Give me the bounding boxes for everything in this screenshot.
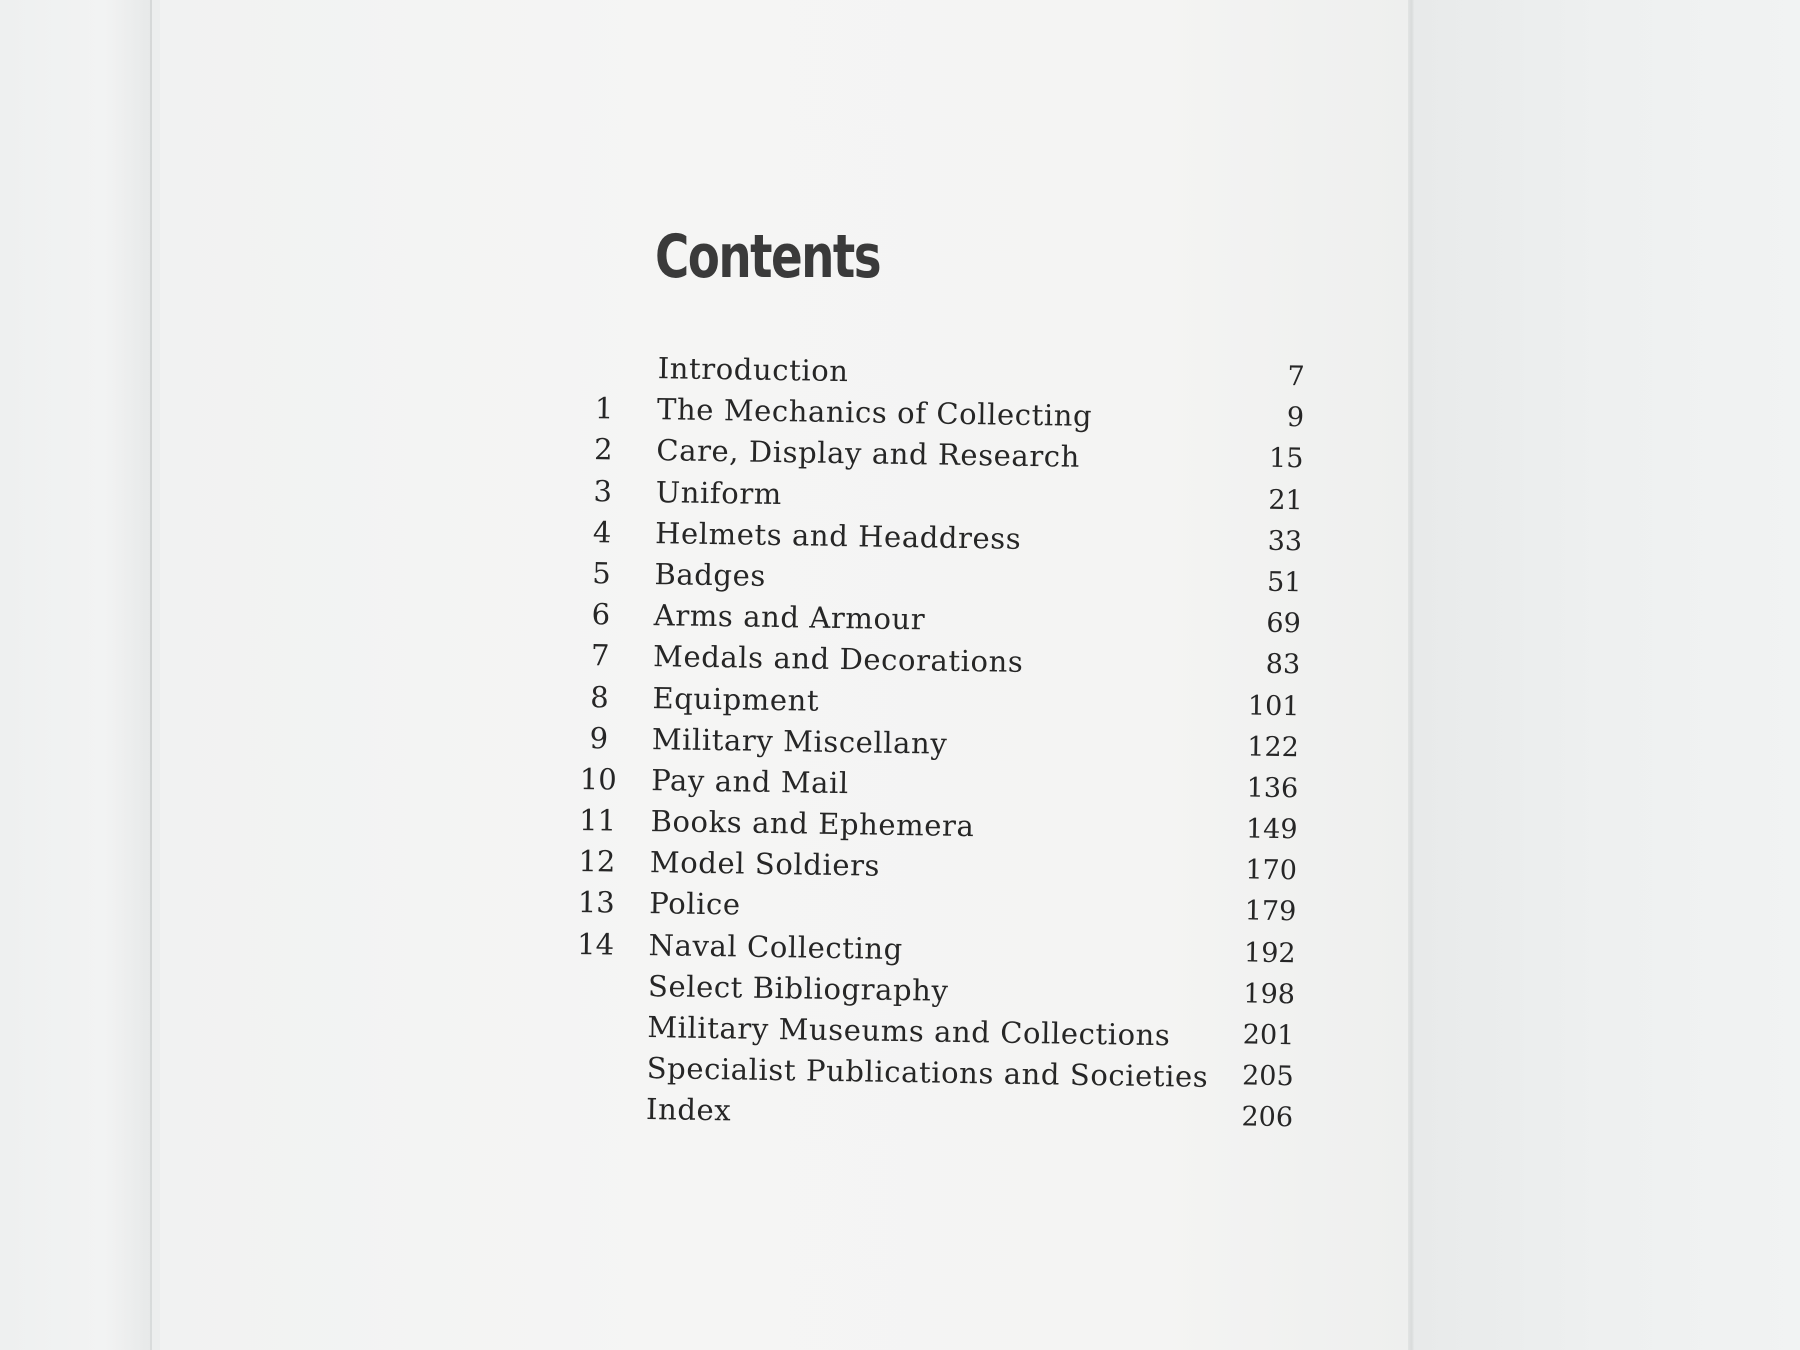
chapter-number: 14 [576, 926, 615, 962]
chapter-number: 4 [592, 514, 612, 550]
chapter-title: Equipment [652, 680, 820, 718]
page-number: 198 [1243, 978, 1296, 1011]
table-of-contents [573, 350, 1305, 1144]
chapter-number: 11 [578, 803, 617, 838]
chapter-number [574, 1050, 614, 1051]
chapter-title: The Mechanics of Collecting [656, 392, 1093, 434]
chapter-number: 13 [577, 885, 616, 920]
chapter-title: Introduction [657, 351, 849, 389]
page-number: 33 [1267, 525, 1303, 558]
chapter-title: Helmets and Headdress [654, 515, 1022, 556]
page-number: 9 [1286, 402, 1305, 434]
chapter-number: 6 [591, 597, 611, 632]
chapter-title: Naval Collecting [648, 927, 904, 966]
chapter-title: Specialist Publications and Societies [646, 1051, 1209, 1095]
chapter-number: 7 [590, 638, 610, 673]
page-number: 51 [1266, 566, 1302, 599]
page-number: 122 [1247, 731, 1300, 763]
page-number: 179 [1244, 895, 1297, 928]
chapter-number [585, 350, 625, 351]
chapter-title: Care, Display and Research [656, 433, 1081, 475]
page-number: 136 [1246, 772, 1299, 805]
page-number: 69 [1266, 607, 1302, 640]
chapter-number: 12 [578, 844, 616, 879]
chapter-title: Pay and Mail [650, 762, 850, 801]
gutter-line [150, 0, 152, 1350]
left-page [0, 0, 150, 1350]
chapter-title: Index [645, 1092, 732, 1128]
chapter-number: 9 [589, 720, 609, 756]
chapter-title: Arms and Armour [653, 598, 926, 637]
chapter-number: 1 [594, 391, 614, 426]
page-number: 192 [1243, 937, 1296, 969]
page-number: 149 [1245, 813, 1298, 846]
page-number: 21 [1268, 484, 1303, 516]
background-surface [1414, 0, 1800, 1350]
chapter-title: Badges [654, 557, 767, 593]
chapter-number: 8 [590, 679, 610, 714]
page-number: 170 [1245, 854, 1298, 887]
chapter-title: Uniform [655, 474, 783, 511]
chapter-number [573, 1091, 613, 1092]
page-number: 205 [1241, 1060, 1294, 1093]
page-number: 83 [1265, 649, 1301, 681]
chapter-number: 3 [593, 473, 613, 509]
chapter-title: Military Miscellany [651, 721, 948, 761]
page-title: Contents [655, 222, 880, 292]
chapter-title: Model Soldiers [649, 845, 881, 883]
chapter-number: 10 [579, 761, 617, 797]
chapter-title: Books and Ephemera [650, 804, 975, 844]
page-number: 15 [1268, 443, 1304, 475]
chapter-title: Police [649, 886, 741, 922]
chapter-number [575, 1009, 615, 1010]
page-number: 201 [1242, 1019, 1295, 1052]
chapter-number: 5 [591, 556, 611, 591]
chapter-title: Select Bibliography [647, 968, 949, 1008]
page-number: 101 [1247, 689, 1300, 722]
page-number: 206 [1241, 1101, 1294, 1134]
page-number: 7 [1287, 361, 1305, 393]
chapter-number: 2 [593, 432, 613, 467]
chapter-title: Military Museums and Collections [647, 1010, 1171, 1053]
chapter-title: Medals and Decorations [652, 639, 1024, 680]
chapter-number [575, 968, 615, 969]
